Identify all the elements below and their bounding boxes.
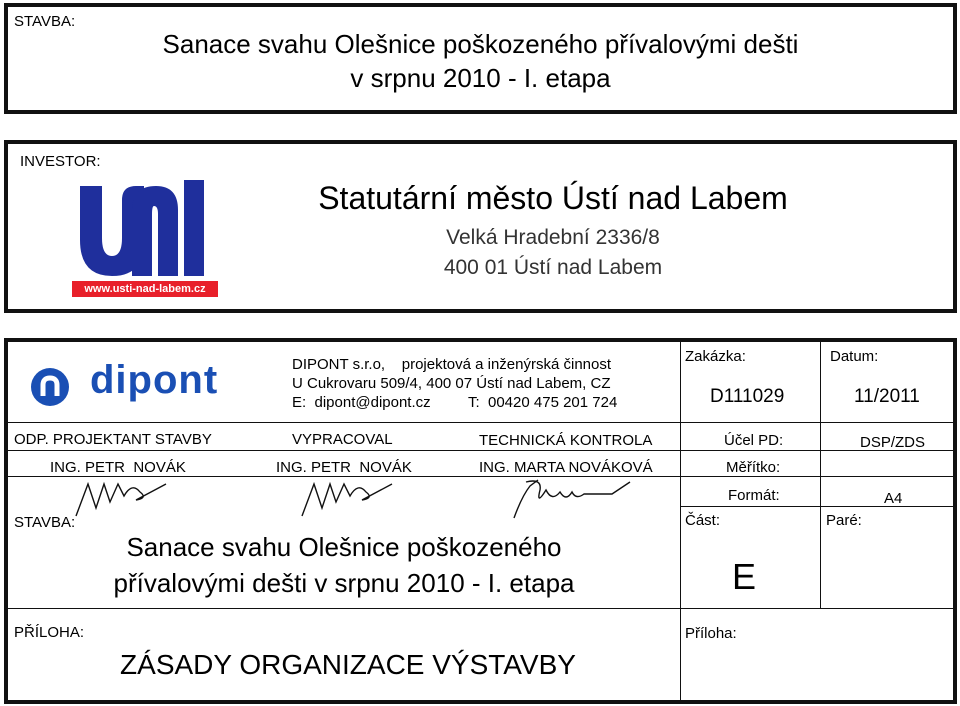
drawn-name: ING. PETR NOVÁK bbox=[276, 459, 412, 476]
designer-phone: T: 00420 475 201 724 bbox=[468, 394, 618, 411]
format-label: Formát: bbox=[728, 487, 780, 504]
investor-address-line2: 400 01 Ústí nad Labem bbox=[443, 256, 663, 279]
signature-responsible-icon bbox=[74, 478, 174, 518]
control-label: TECHNICKÁ KONTROLA bbox=[479, 432, 653, 449]
city-logo bbox=[72, 180, 218, 298]
control-name: ING. MARTA NOVÁKOVÁ bbox=[479, 459, 653, 476]
order-value: D111029 bbox=[710, 386, 785, 407]
city-logo-banner bbox=[72, 281, 218, 297]
city-logo-icon bbox=[72, 180, 218, 280]
order-label: Zakázka: bbox=[685, 348, 746, 365]
project-title-line1: Sanace svahu Olešnice poškozeného přívalovými dešti bbox=[162, 29, 799, 59]
project-label: STAVBA: bbox=[14, 13, 76, 30]
rule-under-names bbox=[8, 476, 953, 477]
bottom-title-line2: přívalovými dešti v srpnu 2010 - I. etapa bbox=[113, 568, 575, 598]
project-box bbox=[4, 3, 957, 114]
rule-under-labels bbox=[8, 450, 953, 451]
designer-line1: DIPONT s.r.o, projektová a inženýrská činnost bbox=[292, 356, 612, 373]
attachment-label: PŘÍLOHA: bbox=[14, 624, 85, 641]
date-label: Datum: bbox=[830, 348, 879, 365]
responsible-name: ING. PETR NOVÁK bbox=[50, 459, 186, 476]
rule-under-header bbox=[8, 422, 953, 423]
responsible-label: ODP. PROJEKTANT STAVBY bbox=[14, 431, 212, 448]
part-value: E bbox=[732, 556, 757, 597]
signature-drawn-icon bbox=[300, 478, 400, 518]
bottom-title-line1: Sanace svahu Olešnice poškozeného bbox=[126, 532, 562, 562]
designer-line2: U Cukrovaru 509/4, 400 07 Ústí nad Labem, CZ bbox=[292, 375, 611, 392]
divider-meta-right bbox=[820, 342, 821, 608]
title-block bbox=[4, 338, 957, 704]
date-value: 11/2011 bbox=[854, 386, 920, 407]
drawn-label: VYPRACOVAL bbox=[292, 431, 393, 448]
designer-email: E: dipont@dipont.cz bbox=[292, 394, 431, 411]
signature-control-icon bbox=[512, 476, 652, 520]
part-label: Část: bbox=[685, 512, 721, 529]
purpose-value: DSP/ZDS bbox=[860, 434, 926, 451]
bottom-stavba-label: STAVBA: bbox=[14, 514, 76, 531]
investor-label: INVESTOR: bbox=[20, 153, 101, 170]
investor-box bbox=[4, 140, 957, 313]
copies-label: Paré: bbox=[826, 512, 862, 529]
scale-label: Měřítko: bbox=[726, 459, 781, 476]
dipont-logo-icon bbox=[30, 367, 70, 407]
project-title-line2: v srpnu 2010 - I. etapa bbox=[350, 63, 611, 93]
rule-under-signatures-right bbox=[680, 506, 953, 507]
city-logo-url: www.usti-nad-labem.cz bbox=[84, 283, 206, 295]
dipont-logo bbox=[30, 358, 219, 410]
investor-name: Statutární město Ústí nad Labem bbox=[318, 180, 788, 216]
purpose-label: Účel PD: bbox=[724, 432, 784, 449]
investor-address-line1: Velká Hradební 2336/8 bbox=[446, 226, 660, 249]
appendix-label: Příloha: bbox=[685, 625, 737, 642]
dipont-logo-text: dipont bbox=[90, 358, 219, 402]
rule-under-part bbox=[8, 608, 953, 609]
format-value: A4 bbox=[884, 490, 903, 507]
attachment-title: ZÁSADY ORGANIZACE VÝSTAVBY bbox=[120, 649, 576, 680]
